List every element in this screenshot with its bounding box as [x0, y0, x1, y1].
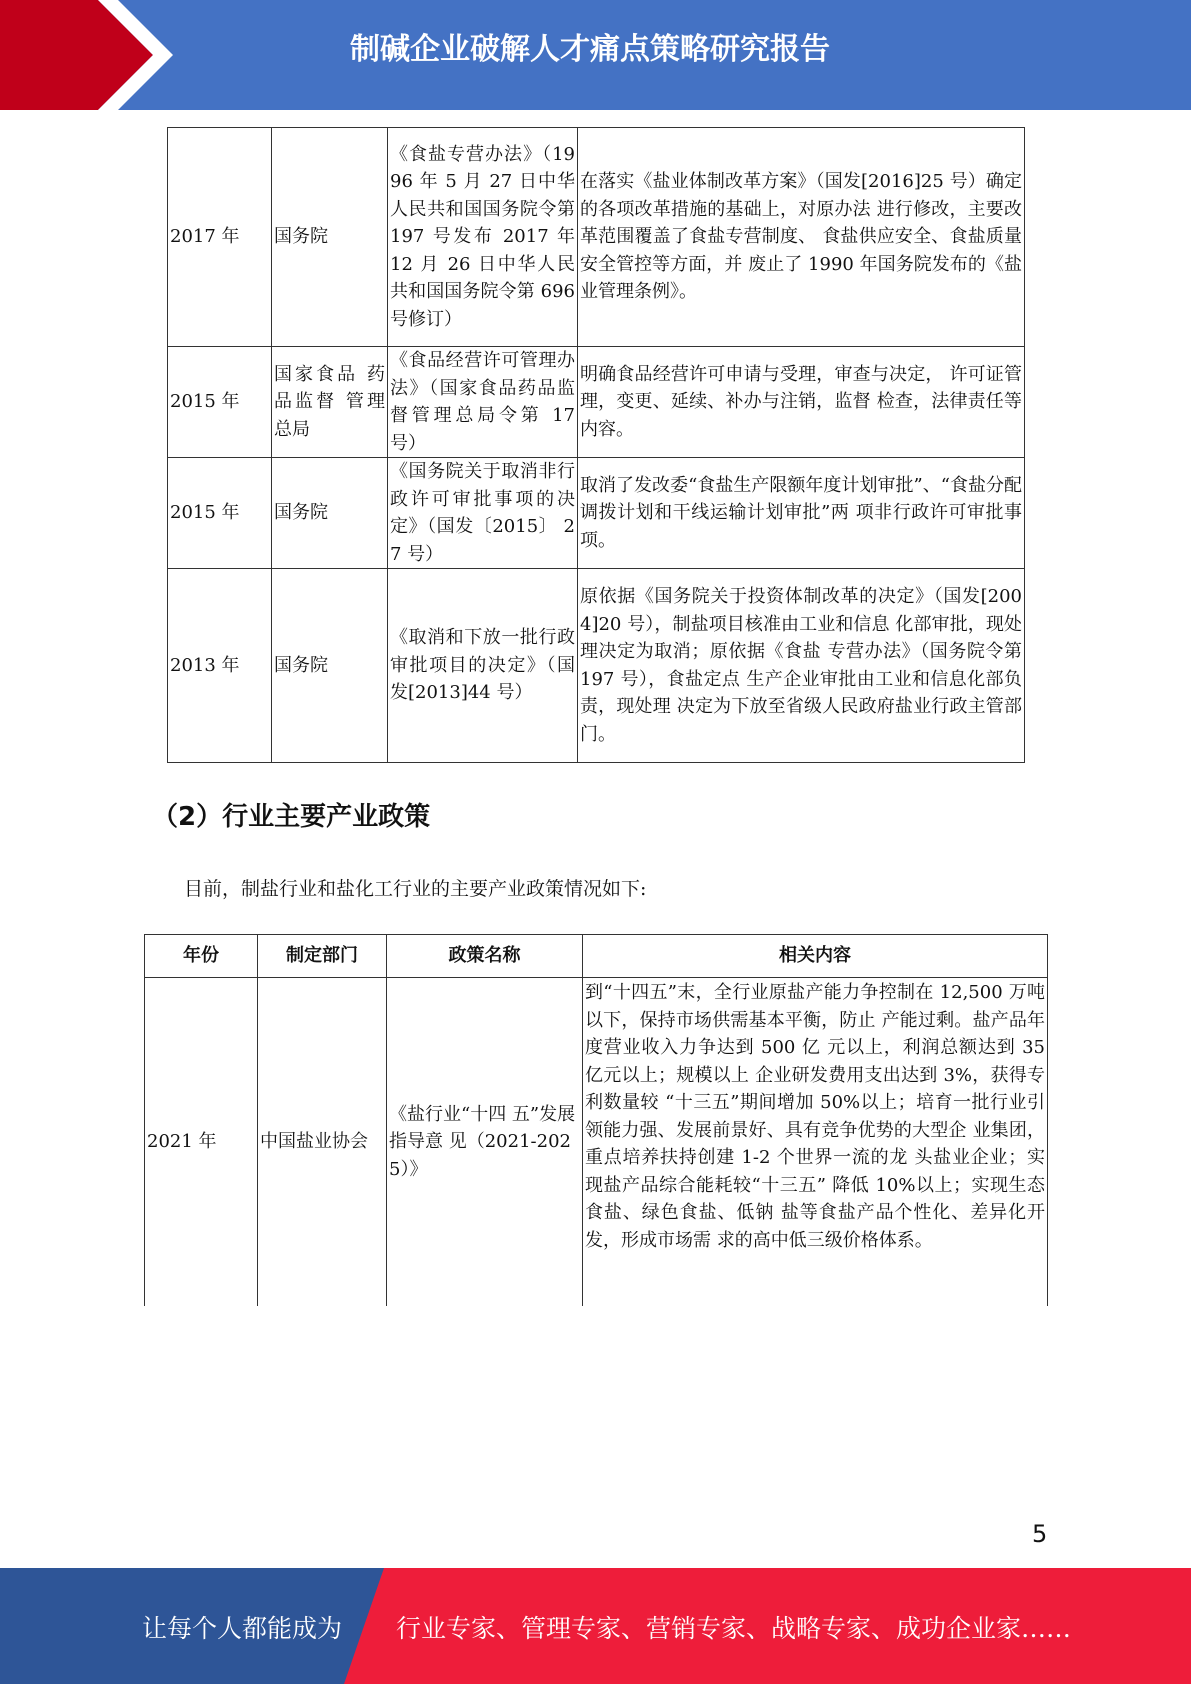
page-footer [0, 1568, 1191, 1684]
header-year: 年份 [145, 935, 258, 978]
cell-policy-name: 《国务院关于取消非行政许可审批事项的决定》（国发〔2015〕 27 号） [388, 458, 578, 569]
cell-policy-name: 《食品经营许可管理办法》（国家食品药品监督管理总局令第 17 号） [388, 347, 578, 458]
section-heading: （2）行业主要产业政策 [152, 802, 431, 832]
cell-policy-name: 《盐行业“十四 五”发展指导意 见（2021-2025）》 [387, 978, 583, 1306]
policy-table-continued [167, 127, 1025, 763]
table-row [145, 978, 1048, 1306]
report-title: 制碱企业破解人才痛点策略研究报告 [350, 32, 830, 67]
table-header-row [145, 935, 1048, 978]
page-header [0, 0, 1191, 110]
intro-paragraph: 目前，制盐行业和盐化工行业的主要产业政策情况如下: [184, 878, 647, 900]
cell-year: 2017 年 [168, 128, 272, 347]
cell-content: 到“十四五”末，全行业原盐产能力争控制在 12,500 万吨以下，保持市场供需基本平衡，防止 产能过剩。盐产品年度营业收入力争达到 500 亿 元以上，利润总额达到 35 亿元以上；规模以上 企业研发费用支出达到 3%，获得专利数量较 “十三五”期间增加 50%以上；培育一批行业引 领能力强、发展前景好、具有竞争优势的大型企 业集团，重点培养扶持创建 1-2 个世界一流的龙 头盐业企业；实现盐产品综合能耗较“十三五” 降低 10%以上；实现生态食盐、绿色食盐、低钠 盐等食盐产品个性化、差异化开发，形成市场需 求的高中低三级价格体系。 [583, 978, 1048, 1306]
cell-year: 2021 年 [145, 978, 258, 1306]
industry-policy-table [144, 934, 1048, 1306]
cell-year: 2015 年 [168, 458, 272, 569]
cell-dept: 国务院 [272, 569, 388, 763]
header-arrow-decoration [0, 0, 320, 110]
cell-policy-name: 《食盐专营办法》（1996 年 5 月 27 日中华人民共和国国务院令第 197 号发布 2017 年 12 月 26 日中华人民 共和国国务院令第 696 号修订） [388, 128, 578, 347]
cell-dept: 国家食品 药品监督 管理总局 [272, 347, 388, 458]
header-dept: 制定部门 [258, 935, 387, 978]
cell-year: 2013 年 [168, 569, 272, 763]
cell-dept: 中国盐业协会 [258, 978, 387, 1306]
cell-content: 原依据《国务院关于投资体制改革的决定》（国发[2004]20 号），制盐项目核准由工业和信息 化部审批，现处理决定为取消；原依据《食盐 专营办法》（国务院令第 197 号），食盐定点 生产企业审批由工业和信息化部负责，现处理 决定为下放至省级人民政府盐业行政主管部 门。 [578, 569, 1025, 763]
cell-content: 明确食品经营许可申请与受理，审查与决定， 许可证管理，变更、延续、补办与注销，监督 检查，法律责任等内容。 [578, 347, 1025, 458]
cell-policy-name: 《取消和下放一批行政审批项目的决定》（国发[2013]44 号） [388, 569, 578, 763]
footer-slogan-left: 让每个人都能成为 [142, 1614, 343, 1643]
cell-content: 在落实《盐业体制改革方案》（国发[2016]25 号）确定的各项改革措施的基础上，对原办法 进行修改，主要改革范围覆盖了食盐专营制度、 食盐供应安全、食盐质量安全管控等方面，并 废止了 1990 年国务院发布的《盐业管理条例》。 [578, 128, 1025, 347]
cell-year: 2015 年 [168, 347, 272, 458]
cell-dept: 国务院 [272, 458, 388, 569]
header-content: 相关内容 [583, 935, 1048, 978]
cell-content: 取消了发改委“食盐生产限额年度计划审批”、“食盐分配调拨计划和干线运输计划审批”两 项非行政许可审批事项。 [578, 458, 1025, 569]
page-number: 5 [1032, 1520, 1048, 1548]
header-policy-name: 政策名称 [387, 935, 583, 978]
table-row [168, 128, 1025, 347]
footer-slogan-right: 行业专家、管理专家、营销专家、战略专家、成功企业家…… [396, 1614, 1072, 1643]
table-row [168, 347, 1025, 458]
table-row [168, 458, 1025, 569]
table-row [168, 569, 1025, 763]
cell-dept: 国务院 [272, 128, 388, 347]
